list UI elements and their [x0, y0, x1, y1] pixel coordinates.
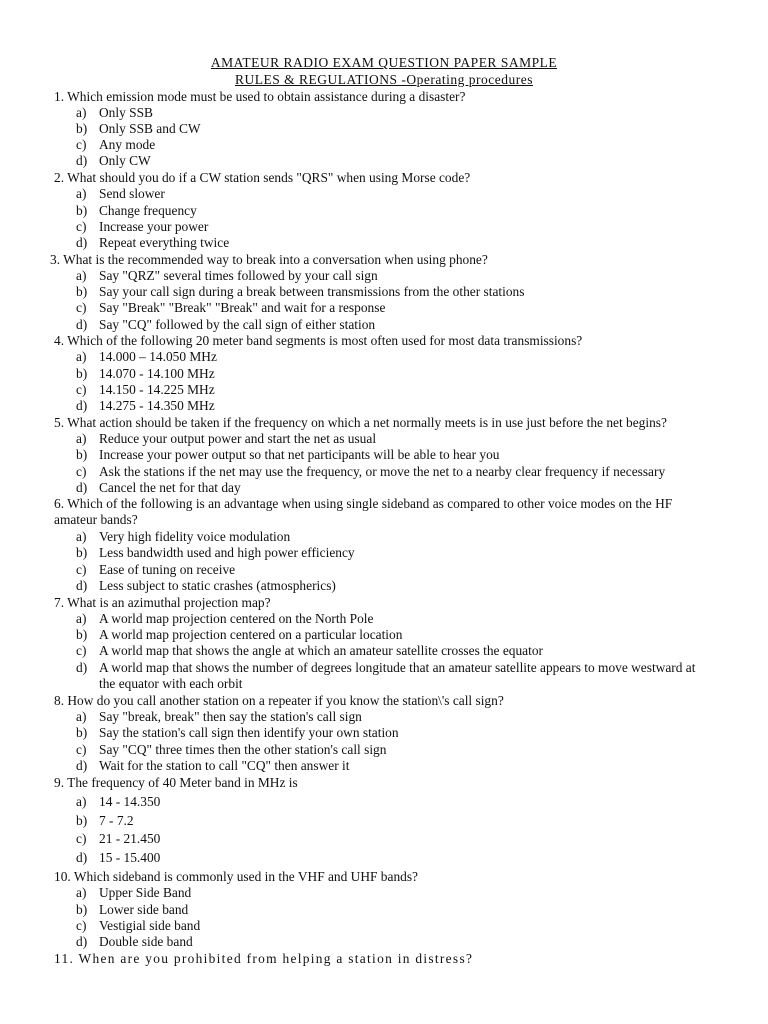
option-letter: b): [76, 545, 88, 560]
question-4-option-d: [76, 398, 716, 414]
option-letter: a): [76, 611, 87, 626]
option-text: Upper Side Band: [99, 885, 192, 900]
question-1-option-d: [76, 153, 716, 169]
question-1-option-a: [76, 105, 716, 121]
option-text: 15 - 15.400: [99, 850, 161, 865]
option-text: 14.150 - 14.225 MHz: [99, 382, 215, 397]
option-text: 14.070 - 14.100 MHz: [99, 366, 215, 381]
question-8-option-b: [76, 725, 716, 741]
question-8-option-c: [76, 742, 716, 758]
question-10-option-a: [76, 885, 716, 901]
question-10: 10. Which sideband is commonly used in the VHF and UHF bands?: [54, 869, 418, 884]
question-4-option-a: [76, 349, 716, 365]
option-letter: d): [76, 660, 88, 675]
question-3-option-a: [76, 268, 716, 284]
question-3-option-b: [76, 284, 716, 300]
question-7-option-c: [76, 643, 716, 659]
option-text: Double side band: [99, 934, 193, 949]
question-8-option-a: [76, 709, 716, 725]
option-text: Say "QRZ" several times followed by your call sign: [99, 268, 378, 283]
option-letter: d): [76, 153, 88, 168]
option-letter: c): [76, 464, 87, 479]
option-text: 14.000 – 14.050 MHz: [99, 349, 217, 364]
option-text: Only CW: [99, 153, 151, 168]
option-text: Less subject to static crashes (atmospherics): [99, 578, 336, 593]
option-text: 14 - 14.350: [99, 794, 161, 809]
question-6-option-b: [76, 545, 716, 561]
option-text: Very high fidelity voice modulation: [99, 529, 291, 544]
option-letter: a): [76, 105, 87, 120]
option-letter: b): [76, 627, 88, 642]
option-letter: c): [76, 562, 87, 577]
question-9-option-b: [76, 813, 716, 829]
option-text: Ask the stations if the net may use the frequency, or move the net to a nearby clear frequency if necessary: [99, 464, 666, 479]
question-5-option-d: [76, 480, 716, 496]
question-1-option-b: [76, 121, 716, 137]
question-6-option-a: [76, 529, 716, 545]
option-letter: a): [76, 186, 87, 201]
option-text: Only SSB and CW: [99, 121, 201, 136]
option-text: Only SSB: [99, 105, 153, 120]
option-text: Less bandwidth used and high power efficiency: [99, 545, 355, 560]
option-letter: d): [76, 317, 88, 332]
option-letter: d): [76, 758, 88, 773]
option-letter: b): [76, 725, 88, 740]
option-text: Cancel the net for that day: [99, 480, 241, 495]
question-3-option-c: [76, 300, 716, 316]
option-letter: b): [76, 284, 88, 299]
question-3: 3. What is the recommended way to break into a conversation when using phone?: [50, 252, 488, 267]
question-6-option-c: [76, 562, 716, 578]
question-6: 6. Which of the following is an advantage when using single sideband as compared to other voice modes on the HF amateur bands?: [54, 496, 673, 528]
option-text: Ease of tuning on receive: [99, 562, 236, 577]
option-letter: d): [76, 235, 88, 250]
question-10-option-c: [76, 918, 716, 934]
option-letter: a): [76, 268, 87, 283]
option-letter: c): [76, 643, 87, 658]
option-letter: d): [76, 480, 88, 495]
option-text: Vestigial side band: [99, 918, 201, 933]
option-text: Say "break, break" then say the station's call sign: [99, 709, 362, 724]
question-9: 9. The frequency of 40 Meter band in MHz is: [54, 775, 298, 790]
option-text: Any mode: [99, 137, 156, 152]
question-9-option-d: [76, 850, 716, 866]
option-text: Lower side band: [99, 902, 189, 917]
option-letter: c): [76, 219, 87, 234]
question-5-option-a: [76, 431, 716, 447]
option-letter: d): [76, 934, 88, 949]
option-letter: d): [76, 398, 88, 413]
option-letter: b): [76, 366, 88, 381]
option-letter: c): [76, 831, 87, 846]
document-title: AMATEUR RADIO EXAM QUESTION PAPER SAMPLE: [210, 55, 558, 70]
option-text: Send slower: [99, 186, 165, 201]
option-letter: a): [76, 529, 87, 544]
option-text: Say "Break" "Break" "Break" and wait for a response: [99, 300, 386, 315]
question-2: 2. What should you do if a CW station sends "QRS" when using Morse code?: [54, 170, 471, 185]
option-text: Wait for the station to call "CQ" then answer it: [99, 758, 350, 773]
option-letter: a): [76, 885, 87, 900]
option-letter: a): [76, 794, 87, 809]
question-1-option-c: [76, 137, 716, 153]
question-10-option-d: [76, 934, 716, 950]
option-text: A world map projection centered on the North Pole: [99, 611, 374, 626]
option-letter: b): [76, 121, 88, 136]
question-5-option-c: [76, 464, 716, 480]
question-7-option-d: [76, 660, 716, 693]
option-text: Change frequency: [99, 203, 197, 218]
question-4: 4. Which of the following 20 meter band segments is most often used for most data transmissions?: [54, 333, 583, 348]
option-text: Increase your power: [99, 219, 209, 234]
option-text: Increase your power output so that net participants will be able to hear you: [99, 447, 500, 462]
question-9-option-c: [76, 831, 716, 847]
option-letter: c): [76, 382, 87, 397]
question-1: 1. Which emission mode must be used to obtain assistance during a disaster?: [54, 89, 466, 104]
question-5-option-b: [76, 447, 716, 463]
option-letter: c): [76, 918, 87, 933]
question-2-option-d: [76, 235, 716, 251]
option-letter: a): [76, 709, 87, 724]
question-4-option-b: [76, 366, 716, 382]
option-letter: b): [76, 447, 88, 462]
question-11: 11. When are you prohibited from helping a station in distress?: [54, 951, 474, 966]
option-letter: a): [76, 349, 87, 364]
option-text: A world map that shows the angle at which an amateur satellite crosses the equator: [99, 643, 543, 658]
question-5: 5. What action should be taken if the frequency on which a net normally meets is in use just before the net begins?: [54, 415, 667, 430]
option-letter: c): [76, 137, 87, 152]
option-text: Say "CQ" three times then the other station's call sign: [99, 742, 387, 757]
option-text: 7 - 7.2: [99, 813, 134, 828]
question-9-option-a: [76, 794, 716, 810]
document-subtitle: RULES & REGULATIONS -Operating procedures: [235, 72, 533, 87]
option-letter: b): [76, 813, 88, 828]
option-letter: b): [76, 902, 88, 917]
option-letter: b): [76, 203, 88, 218]
option-letter: d): [76, 578, 88, 593]
option-text: 21 - 21.450: [99, 831, 161, 846]
option-letter: d): [76, 850, 88, 865]
option-letter: a): [76, 431, 87, 446]
option-text: Say your call sign during a break between transmissions from the other stations: [99, 284, 525, 299]
option-text: 14.275 - 14.350 MHz: [99, 398, 215, 413]
question-2-option-c: [76, 219, 716, 235]
option-text: Say the station's call sign then identify your own station: [99, 725, 399, 740]
question-3-option-d: [76, 317, 716, 333]
question-7: 7. What is an azimuthal projection map?: [54, 595, 271, 610]
option-text: Say "CQ" followed by the call sign of either station: [99, 317, 376, 332]
question-7-option-a: [76, 611, 716, 627]
option-text: Reduce your output power and start the net as usual: [99, 431, 377, 446]
question-8: 8. How do you call another station on a repeater if you know the station\'s call sign?: [54, 693, 504, 708]
question-2-option-b: [76, 203, 716, 219]
option-letter: c): [76, 742, 87, 757]
question-4-option-c: [76, 382, 716, 398]
option-text: Repeat everything twice: [99, 235, 230, 250]
question-10-option-b: [76, 902, 716, 918]
question-6-option-d: [76, 578, 716, 594]
question-7-option-b: [76, 627, 716, 643]
option-text: A world map projection centered on a particular location: [99, 627, 403, 642]
question-8-option-d: [76, 758, 716, 774]
option-letter: c): [76, 300, 87, 315]
option-text: A world map that shows the number of degrees longitude that an amateur satellite appears to move westward at the equator with each orbit: [99, 660, 696, 692]
question-2-option-a: [76, 186, 716, 202]
